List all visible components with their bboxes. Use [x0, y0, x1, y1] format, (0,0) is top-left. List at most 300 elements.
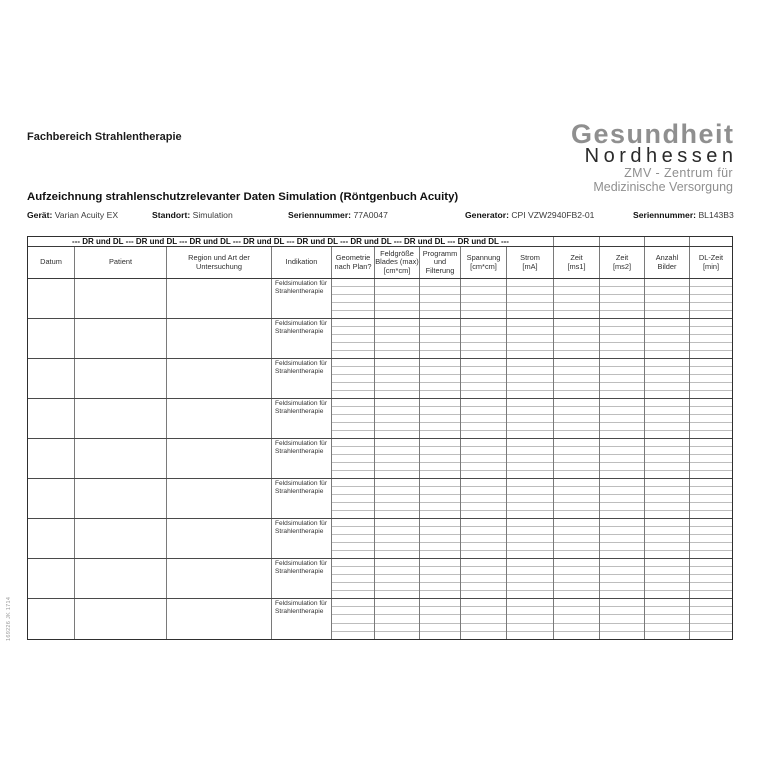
record-row-group [28, 519, 732, 559]
entry-cell [554, 399, 599, 407]
entry-cell [420, 431, 460, 438]
entry-cell [690, 559, 732, 567]
entry-cell [690, 463, 732, 471]
entry-cell [554, 455, 599, 463]
entry-cell [332, 479, 374, 487]
entry-cell [461, 407, 506, 415]
entry-cell [600, 359, 644, 367]
entry-column-zeit-ms2 [599, 479, 644, 518]
entry-column-feldgroesse [374, 359, 419, 398]
entry-cell [600, 543, 644, 551]
indication-cell [271, 479, 331, 518]
column-header-patient: Patient [74, 247, 166, 278]
entry-cell [461, 487, 506, 495]
entry-cell [554, 479, 599, 487]
entry-cell [554, 383, 599, 391]
device-info-generator-seriennummer [633, 210, 734, 220]
entry-cell [420, 527, 460, 535]
entry-cell [507, 447, 553, 455]
entry-cell [375, 279, 419, 287]
entry-cell [645, 551, 689, 558]
entry-cell [554, 367, 599, 375]
indication-label: Feldsimulation für Strahlentherapie [275, 400, 328, 415]
entry-cell [507, 359, 553, 367]
entry-cell [461, 624, 506, 632]
entry-cell [420, 624, 460, 632]
entry-cell [420, 551, 460, 558]
entry-cell [375, 463, 419, 471]
entry-column-spannung [460, 599, 506, 639]
entry-cell [461, 287, 506, 295]
entry-column-feldgroesse [374, 559, 419, 598]
entry-cell [554, 559, 599, 567]
entry-cell [690, 535, 732, 543]
record-row-group [28, 559, 732, 599]
entry-cell [690, 351, 732, 358]
entry-column-zeit-ms2 [599, 439, 644, 478]
entry-cell [420, 471, 460, 478]
entry-cell [461, 359, 506, 367]
entry-cell [375, 399, 419, 407]
entry-cell [375, 527, 419, 535]
entry-cell [554, 311, 599, 318]
date-cell [28, 319, 74, 358]
entry-cell [554, 423, 599, 431]
entry-cell [420, 543, 460, 551]
entry-cell [690, 503, 732, 511]
device-info-row [27, 210, 733, 222]
banner-empty-cell [599, 237, 644, 246]
entry-cell [375, 591, 419, 598]
entry-column-anzahl-bilder [644, 519, 689, 558]
entry-cell [645, 343, 689, 351]
entry-cell [600, 495, 644, 503]
entry-cell [645, 591, 689, 598]
entry-column-dl-zeit [689, 479, 732, 518]
entry-cell [690, 495, 732, 503]
entry-column-zeit-ms1 [553, 399, 599, 438]
entry-cell [645, 311, 689, 318]
entry-cell [461, 439, 506, 447]
entry-column-spannung [460, 399, 506, 438]
entry-column-anzahl-bilder [644, 279, 689, 318]
entry-cell [420, 535, 460, 543]
logo-nordhessen-text: Nordhessen [584, 145, 738, 167]
entry-column-strom [506, 599, 553, 639]
record-row-group [28, 359, 732, 399]
entry-cell [332, 415, 374, 423]
entry-cell [420, 559, 460, 567]
entry-cell [375, 327, 419, 335]
entry-column-feldgroesse [374, 439, 419, 478]
entry-cell [554, 447, 599, 455]
entry-cell [375, 455, 419, 463]
entry-cell [690, 527, 732, 535]
entry-cell [690, 431, 732, 438]
entry-cell [507, 343, 553, 351]
entry-cell [554, 535, 599, 543]
entry-cell [375, 407, 419, 415]
entry-cell [507, 383, 553, 391]
entry-cell [420, 447, 460, 455]
entry-column-strom [506, 319, 553, 358]
patient-cell [74, 599, 166, 639]
column-header-indikation: Indikation [271, 247, 331, 278]
entry-cell [690, 591, 732, 598]
entry-cell [507, 567, 553, 575]
entry-cell [461, 375, 506, 383]
entry-cell [554, 343, 599, 351]
entry-column-dl-zeit [689, 279, 732, 318]
entry-column-programm [419, 479, 460, 518]
entry-column-strom [506, 479, 553, 518]
entry-cell [420, 399, 460, 407]
entry-cell [645, 399, 689, 407]
entry-cell [332, 591, 374, 598]
entry-cell [645, 575, 689, 583]
entry-column-zeit-ms2 [599, 559, 644, 598]
entry-column-anzahl-bilder [644, 479, 689, 518]
entry-cell [554, 431, 599, 438]
entry-cell [507, 287, 553, 295]
entry-cell [507, 295, 553, 303]
indication-label: Feldsimulation für Strahlentherapie [275, 280, 328, 295]
entry-cell [690, 423, 732, 431]
entry-column-spannung [460, 439, 506, 478]
entry-cell [507, 615, 553, 623]
entry-cell [645, 455, 689, 463]
entry-cell [461, 551, 506, 558]
entry-cell [420, 511, 460, 518]
entry-cell [645, 279, 689, 287]
date-cell [28, 519, 74, 558]
entry-cell [332, 383, 374, 391]
entry-cell [600, 335, 644, 343]
entry-cell [420, 351, 460, 358]
entry-column-dl-zeit [689, 519, 732, 558]
entry-column-strom [506, 439, 553, 478]
entry-cell [554, 495, 599, 503]
entry-cell [507, 591, 553, 598]
entry-cell [554, 551, 599, 558]
info-label: Seriennummer: [633, 210, 697, 220]
entry-cell [461, 367, 506, 375]
entry-cell [600, 471, 644, 478]
entry-column-zeit-ms2 [599, 519, 644, 558]
entry-cell [507, 335, 553, 343]
entry-cell [420, 615, 460, 623]
record-row-group [28, 599, 732, 639]
entry-cell [332, 375, 374, 383]
entry-cell [420, 519, 460, 527]
entry-cell [461, 319, 506, 327]
entry-cell [600, 511, 644, 518]
entry-column-geometrie [331, 399, 374, 438]
entry-cell [332, 607, 374, 615]
entry-cell [332, 487, 374, 495]
entry-cell [554, 567, 599, 575]
entry-cell [600, 487, 644, 495]
info-value: 77A0047 [353, 210, 388, 220]
entry-column-feldgroesse [374, 599, 419, 639]
entry-column-zeit-ms2 [599, 319, 644, 358]
entry-cell [600, 399, 644, 407]
region-cell [166, 479, 271, 518]
entry-cell [507, 455, 553, 463]
entry-column-zeit-ms1 [553, 439, 599, 478]
entry-column-programm [419, 279, 460, 318]
entry-column-feldgroesse [374, 399, 419, 438]
entry-column-dl-zeit [689, 559, 732, 598]
record-row-group [28, 439, 732, 479]
entry-column-programm [419, 519, 460, 558]
entry-column-feldgroesse [374, 519, 419, 558]
entry-cell [420, 479, 460, 487]
entry-cell [554, 351, 599, 358]
entry-cell [645, 351, 689, 358]
entry-cell [332, 439, 374, 447]
entry-cell [690, 391, 732, 398]
entry-cell [645, 567, 689, 575]
entry-cell [461, 303, 506, 311]
entry-cell [507, 407, 553, 415]
indication-label: Feldsimulation für Strahlentherapie [275, 320, 328, 335]
entry-cell [332, 431, 374, 438]
entry-column-anzahl-bilder [644, 439, 689, 478]
entry-cell [420, 439, 460, 447]
entry-cell [600, 391, 644, 398]
entry-cell [332, 535, 374, 543]
entry-cell [461, 391, 506, 398]
entry-cell [645, 463, 689, 471]
entry-cell [461, 575, 506, 583]
entry-cell [690, 295, 732, 303]
entry-cell [554, 303, 599, 311]
entry-cell [332, 559, 374, 567]
entry-cell [554, 624, 599, 632]
patient-cell [74, 279, 166, 318]
entry-cell [332, 359, 374, 367]
entry-cell [461, 535, 506, 543]
patient-cell [74, 519, 166, 558]
entry-cell [461, 495, 506, 503]
entry-cell [554, 279, 599, 287]
entry-cell [507, 415, 553, 423]
entry-cell [375, 311, 419, 318]
indication-label: Feldsimulation für Strahlentherapie [275, 520, 328, 535]
entry-cell [600, 415, 644, 423]
entry-cell [420, 319, 460, 327]
record-row-group [28, 279, 732, 319]
entry-cell [554, 511, 599, 518]
entry-cell [507, 519, 553, 527]
entry-cell [420, 463, 460, 471]
entry-cell [461, 511, 506, 518]
entry-column-feldgroesse [374, 479, 419, 518]
info-label: Gerät: [27, 210, 53, 220]
entry-cell [420, 632, 460, 639]
entry-cell [507, 632, 553, 639]
entry-cell [507, 439, 553, 447]
entry-column-spannung [460, 359, 506, 398]
entry-cell [332, 423, 374, 431]
entry-cell [375, 359, 419, 367]
entry-cell [554, 319, 599, 327]
entry-cell [645, 624, 689, 632]
entry-column-strom [506, 519, 553, 558]
region-cell [166, 519, 271, 558]
indication-cell [271, 599, 331, 639]
indication-cell [271, 399, 331, 438]
entry-cell [507, 479, 553, 487]
entry-column-zeit-ms2 [599, 359, 644, 398]
entry-cell [332, 455, 374, 463]
entry-cell [375, 351, 419, 358]
entry-cell [332, 495, 374, 503]
entry-cell [461, 607, 506, 615]
entry-cell [690, 455, 732, 463]
entry-cell [507, 599, 553, 607]
entry-cell [645, 335, 689, 343]
entry-cell [600, 439, 644, 447]
banner-row [28, 237, 732, 247]
region-cell [166, 559, 271, 598]
entry-cell [600, 287, 644, 295]
entry-cell [554, 295, 599, 303]
entry-column-spannung [460, 279, 506, 318]
entry-cell [507, 527, 553, 535]
entry-cell [690, 359, 732, 367]
entry-cell [507, 607, 553, 615]
entry-cell [554, 632, 599, 639]
entry-cell [554, 391, 599, 398]
entry-cell [690, 415, 732, 423]
record-table [27, 236, 733, 640]
entry-cell [645, 503, 689, 511]
entry-cell [645, 519, 689, 527]
entry-cell [461, 399, 506, 407]
entry-cell [420, 279, 460, 287]
entry-cell [420, 487, 460, 495]
entry-cell [461, 431, 506, 438]
region-cell [166, 399, 271, 438]
entry-cell [690, 439, 732, 447]
entry-cell [507, 559, 553, 567]
entry-cell [600, 615, 644, 623]
entry-cell [461, 543, 506, 551]
entry-cell [461, 591, 506, 598]
entry-cell [375, 383, 419, 391]
entry-cell [375, 415, 419, 423]
entry-cell [645, 615, 689, 623]
entry-cell [375, 487, 419, 495]
entry-cell [332, 567, 374, 575]
entry-cell [332, 295, 374, 303]
entry-cell [420, 567, 460, 575]
entry-cell [645, 599, 689, 607]
entry-cell [461, 311, 506, 318]
indication-cell [271, 359, 331, 398]
entry-cell [375, 287, 419, 295]
entry-cell [332, 447, 374, 455]
entry-column-programm [419, 559, 460, 598]
entry-cell [690, 607, 732, 615]
entry-column-programm [419, 599, 460, 639]
entry-cell [420, 591, 460, 598]
entry-cell [420, 303, 460, 311]
entry-cell [690, 471, 732, 478]
entry-cell [554, 407, 599, 415]
entry-cell [461, 383, 506, 391]
entry-cell [332, 327, 374, 335]
entry-column-feldgroesse [374, 279, 419, 318]
entry-cell [461, 447, 506, 455]
date-cell [28, 439, 74, 478]
entry-cell [375, 303, 419, 311]
column-header-programm: Programm und Filterung [419, 247, 460, 278]
entry-cell [554, 591, 599, 598]
patient-cell [74, 399, 166, 438]
entry-column-geometrie [331, 519, 374, 558]
entry-cell [375, 607, 419, 615]
entry-cell [554, 575, 599, 583]
record-row-group [28, 399, 732, 439]
entry-cell [420, 327, 460, 335]
banner-empty-cell [553, 237, 599, 246]
column-header-geometrie: Geometrie nach Plan? [331, 247, 374, 278]
indication-cell [271, 559, 331, 598]
region-cell [166, 439, 271, 478]
entry-cell [645, 375, 689, 383]
entry-cell [600, 463, 644, 471]
entry-cell [690, 447, 732, 455]
date-cell [28, 399, 74, 438]
entry-column-anzahl-bilder [644, 319, 689, 358]
indication-label: Feldsimulation für Strahlentherapie [275, 440, 328, 455]
entry-cell [375, 519, 419, 527]
entry-cell [420, 599, 460, 607]
department-heading: Fachbereich Strahlentherapie [27, 131, 182, 143]
entry-cell [507, 495, 553, 503]
entry-cell [375, 615, 419, 623]
device-info-seriennummer [288, 210, 388, 220]
indication-label: Feldsimulation für Strahlentherapie [275, 560, 328, 575]
entry-cell [332, 311, 374, 318]
entry-cell [375, 367, 419, 375]
entry-cell [690, 487, 732, 495]
entry-cell [507, 487, 553, 495]
entry-cell [332, 615, 374, 623]
entry-cell [645, 407, 689, 415]
entry-cell [690, 479, 732, 487]
entry-cell [690, 511, 732, 518]
entry-cell [645, 471, 689, 478]
entry-cell [600, 607, 644, 615]
logo-zmv-line: ZMV - Zentrum für [624, 166, 733, 180]
entry-column-strom [506, 399, 553, 438]
entry-column-anzahl-bilder [644, 599, 689, 639]
entry-cell [461, 632, 506, 639]
entry-column-strom [506, 559, 553, 598]
entry-cell [375, 335, 419, 343]
record-row-group [28, 319, 732, 359]
entry-cell [461, 455, 506, 463]
entry-cell [420, 335, 460, 343]
entry-cell [645, 439, 689, 447]
patient-cell [74, 559, 166, 598]
entry-cell [690, 319, 732, 327]
entry-cell [375, 375, 419, 383]
